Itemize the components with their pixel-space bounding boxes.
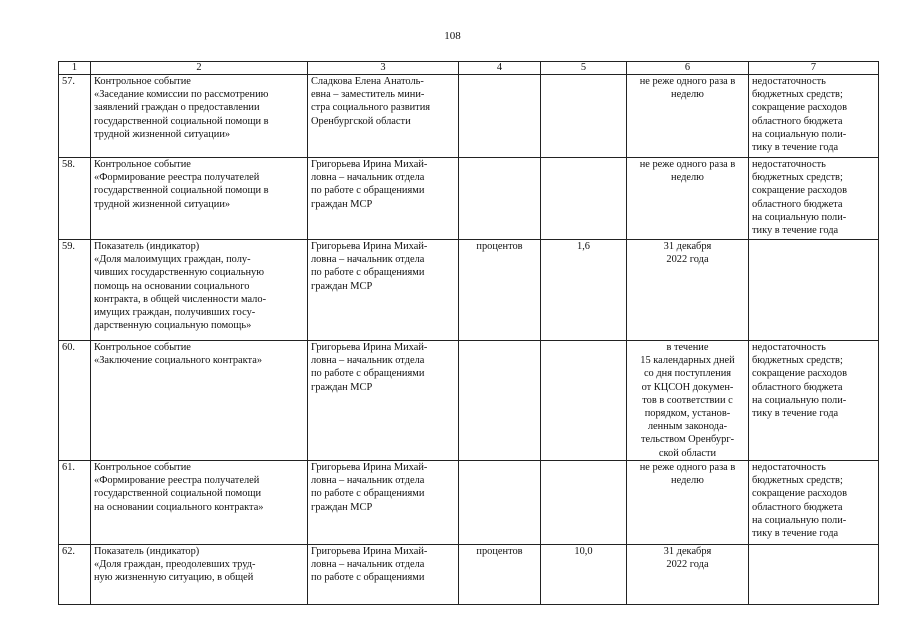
row-number: 59. (62, 241, 75, 252)
event-text-line: Показатель (индикатор) (94, 241, 200, 252)
deadline-text-line: от КЦСОН докумен- (641, 381, 734, 393)
event-text-line: «Доля малоимущих граждан, полу- (94, 254, 251, 266)
risks-text-line: на социальную поли- (752, 211, 847, 223)
event-cell (91, 75, 308, 158)
event-text-line: «Заключение социального контракта» (94, 355, 263, 367)
event-cell (91, 240, 308, 341)
risks-text-line: сокращение расходов (752, 102, 847, 114)
event-cell (91, 158, 308, 240)
risks-text-line: тику в течение года (752, 142, 839, 154)
column-header: 5 (541, 62, 627, 75)
responsible-text-line: по работе с обращениями (311, 488, 425, 500)
risks-text-line: недостаточность (752, 159, 826, 170)
responsible-cell (308, 158, 459, 240)
deadline-text-line: тов в соответствии с (642, 394, 733, 406)
responsible-text-line: евна – заместитель мини- (311, 89, 425, 101)
deadline-cell (627, 545, 749, 605)
event-text-line: государственной социальной помощи (94, 488, 262, 500)
responsible-cell (308, 461, 459, 545)
risks-cell (749, 75, 879, 158)
column-header: 6 (627, 62, 749, 75)
event-text-line: трудной жизненной ситуации» (94, 128, 231, 140)
row-number-cell (59, 461, 91, 545)
deadline-cell (627, 341, 749, 461)
deadline-cell (627, 75, 749, 158)
deadline-text-line: неделю (671, 89, 704, 101)
unit-cell (459, 545, 541, 605)
event-text-line: трудной жизненной ситуации» (94, 198, 231, 210)
row-number-cell (59, 545, 91, 605)
event-text-line: заявлений граждан о предоставлении (94, 102, 260, 114)
responsible-text-line: граждан МСР (311, 198, 373, 210)
table-row (59, 341, 879, 461)
event-text-line: «Формирование реестра получателей (94, 172, 260, 184)
risks-cell (749, 341, 879, 461)
value-cell (541, 158, 627, 240)
responsible-text-line: ловна – начальник отдела (311, 475, 425, 487)
row-number: 60. (62, 342, 75, 353)
column-header: 1 (59, 62, 91, 75)
responsible-text-line: Григорьева Ирина Михай- (311, 546, 428, 557)
responsible-text-line: Григорьева Ирина Михай- (311, 159, 428, 170)
responsible-text-line: ловна – начальник отдела (311, 559, 425, 571)
deadline-text-line: 31 декабря (663, 546, 712, 557)
table-row (59, 461, 879, 545)
row-number: 62. (62, 546, 75, 557)
value-cell (541, 240, 627, 341)
deadline-cell (627, 158, 749, 240)
responsible-text-line: стра социального развития (311, 102, 431, 114)
risks-text-line: недостаточность (752, 462, 826, 473)
responsible-text-line: по работе с обращениями (311, 185, 425, 197)
deadline-text-line: ской области (658, 447, 717, 459)
event-text-line: контракта, в общей численности мало- (94, 293, 267, 305)
responsible-text-line: Григорьева Ирина Михай- (311, 342, 428, 353)
risks-text-line: сокращение расходов (752, 488, 847, 500)
value-cell (541, 461, 627, 545)
unit-cell (459, 75, 541, 158)
unit-cell (459, 341, 541, 461)
event-text-line: «Формирование реестра получателей (94, 475, 260, 487)
deadline-text-line: не реже одного раза в (639, 462, 736, 473)
row-number-cell (59, 158, 91, 240)
risks-cell (749, 240, 879, 341)
value-cell (541, 75, 627, 158)
responsible-text-line: Сладкова Елена Анатоль- (311, 76, 424, 87)
risks-text-line: бюджетных средств; (752, 172, 843, 184)
row-number-cell (59, 75, 91, 158)
event-cell (91, 341, 308, 461)
risks-text-line: на социальную поли- (752, 514, 847, 526)
responsible-cell (308, 545, 459, 605)
value-cell (541, 341, 627, 461)
deadline-text-line: неделю (671, 172, 704, 184)
responsible-text-line: по работе с обращениями (311, 267, 425, 279)
event-cell (91, 461, 308, 545)
unit-cell (459, 461, 541, 545)
row-number: 58. (62, 159, 75, 170)
deadline-text-line: неделю (671, 475, 704, 487)
deadline-text-line: в течение (666, 342, 709, 353)
event-text-line: помощь на основании социального (94, 280, 250, 292)
event-text-line: чивших государственную социальную (94, 267, 264, 279)
risks-text-line: бюджетных средств; (752, 355, 843, 367)
deadline-text-line: ленным законода- (647, 421, 728, 433)
responsible-cell (308, 75, 459, 158)
plan-table (58, 61, 879, 605)
event-text-line: Контрольное событие (94, 462, 191, 473)
row-number-cell (59, 240, 91, 341)
event-text-line: дарственную социальную помощь» (94, 320, 252, 332)
value-text: 1,6 (577, 241, 590, 252)
risks-text-line: областного бюджета (752, 198, 843, 210)
responsible-text-line: граждан МСР (311, 280, 373, 292)
risks-text-line: на социальную поли- (752, 394, 847, 406)
risks-text-line: тику в течение года (752, 225, 839, 237)
risks-text-line: на социальную поли- (752, 128, 847, 140)
responsible-text-line: граждан МСР (311, 501, 373, 513)
column-header: 4 (459, 62, 541, 75)
risks-text-line: областного бюджета (752, 501, 843, 513)
column-header: 3 (308, 62, 459, 75)
row-number-cell (59, 341, 91, 461)
deadline-cell (627, 240, 749, 341)
header-row (59, 62, 879, 75)
responsible-text-line: по работе с обращениями (311, 368, 425, 380)
row-number: 61. (62, 462, 75, 473)
unit-text: процентов (476, 546, 523, 557)
responsible-text-line: Григорьева Ирина Михай- (311, 462, 428, 473)
risks-text-line: недостаточность (752, 76, 826, 87)
responsible-cell (308, 341, 459, 461)
page-number: 108 (444, 30, 461, 42)
deadline-text-line: со дня поступления (643, 368, 732, 380)
deadline-text-line: не реже одного раза в (639, 159, 736, 170)
deadline-text-line: тельством Оренбург- (640, 434, 735, 446)
deadline-text-line: 31 декабря (663, 241, 712, 252)
risks-text-line: тику в течение года (752, 408, 839, 420)
event-text-line: Контрольное событие (94, 159, 191, 170)
risks-cell (749, 461, 879, 545)
event-text-line: ную жизненную ситуацию, в общей (94, 572, 254, 584)
risks-text-line: бюджетных средств; (752, 475, 843, 487)
value-text: 10,0 (574, 546, 593, 557)
table-row (59, 158, 879, 240)
event-text-line: имущих граждан, получивших госу- (94, 307, 256, 319)
risks-text-line: областного бюджета (752, 115, 843, 127)
deadline-text-line: 15 календарных дней (640, 355, 735, 367)
deadline-text-line: не реже одного раза в (639, 76, 736, 87)
event-text-line: Контрольное событие (94, 76, 191, 87)
event-text-line: Показатель (индикатор) (94, 546, 200, 557)
risks-text-line: областного бюджета (752, 381, 843, 393)
event-text-line: на основании социального контракта» (94, 501, 264, 513)
risks-text-line: тику в течение года (752, 528, 839, 540)
risks-text-line: бюджетных средств; (752, 89, 843, 101)
event-cell (91, 545, 308, 605)
event-text-line: государственной социальной помощи в (94, 185, 269, 197)
risks-text-line: недостаточность (752, 342, 826, 353)
responsible-text-line: ловна – начальник отдела (311, 172, 425, 184)
risks-cell (749, 158, 879, 240)
unit-cell (459, 158, 541, 240)
deadline-text-line: порядком, установ- (644, 408, 731, 420)
responsible-text-line: по работе с обращениями (311, 572, 425, 584)
table-row (59, 240, 879, 341)
unit-text: процентов (476, 241, 523, 252)
risks-text-line: сокращение расходов (752, 368, 847, 380)
event-text-line: государственной социальной помощи в (94, 115, 269, 127)
event-text-line: Контрольное событие (94, 342, 191, 353)
event-text-line: «Доля граждан, преодолевших труд- (94, 559, 256, 571)
column-header: 7 (749, 62, 879, 75)
responsible-cell (308, 240, 459, 341)
responsible-text-line: граждан МСР (311, 381, 373, 393)
deadline-text-line: 2022 года (666, 254, 709, 266)
value-cell (541, 545, 627, 605)
responsible-text-line: Оренбургской области (311, 115, 411, 127)
responsible-text-line: ловна – начальник отдела (311, 254, 425, 266)
table-row (59, 545, 879, 605)
responsible-text-line: ловна – начальник отдела (311, 355, 425, 367)
table-row (59, 75, 879, 158)
responsible-text-line: Григорьева Ирина Михай- (311, 241, 428, 252)
risks-text-line: сокращение расходов (752, 185, 847, 197)
row-number: 57. (62, 76, 75, 87)
unit-cell (459, 240, 541, 341)
deadline-cell (627, 461, 749, 545)
column-header: 2 (91, 62, 308, 75)
event-text-line: «Заседание комиссии по рассмотрению (94, 89, 269, 101)
risks-cell (749, 545, 879, 605)
deadline-text-line: 2022 года (666, 559, 709, 571)
